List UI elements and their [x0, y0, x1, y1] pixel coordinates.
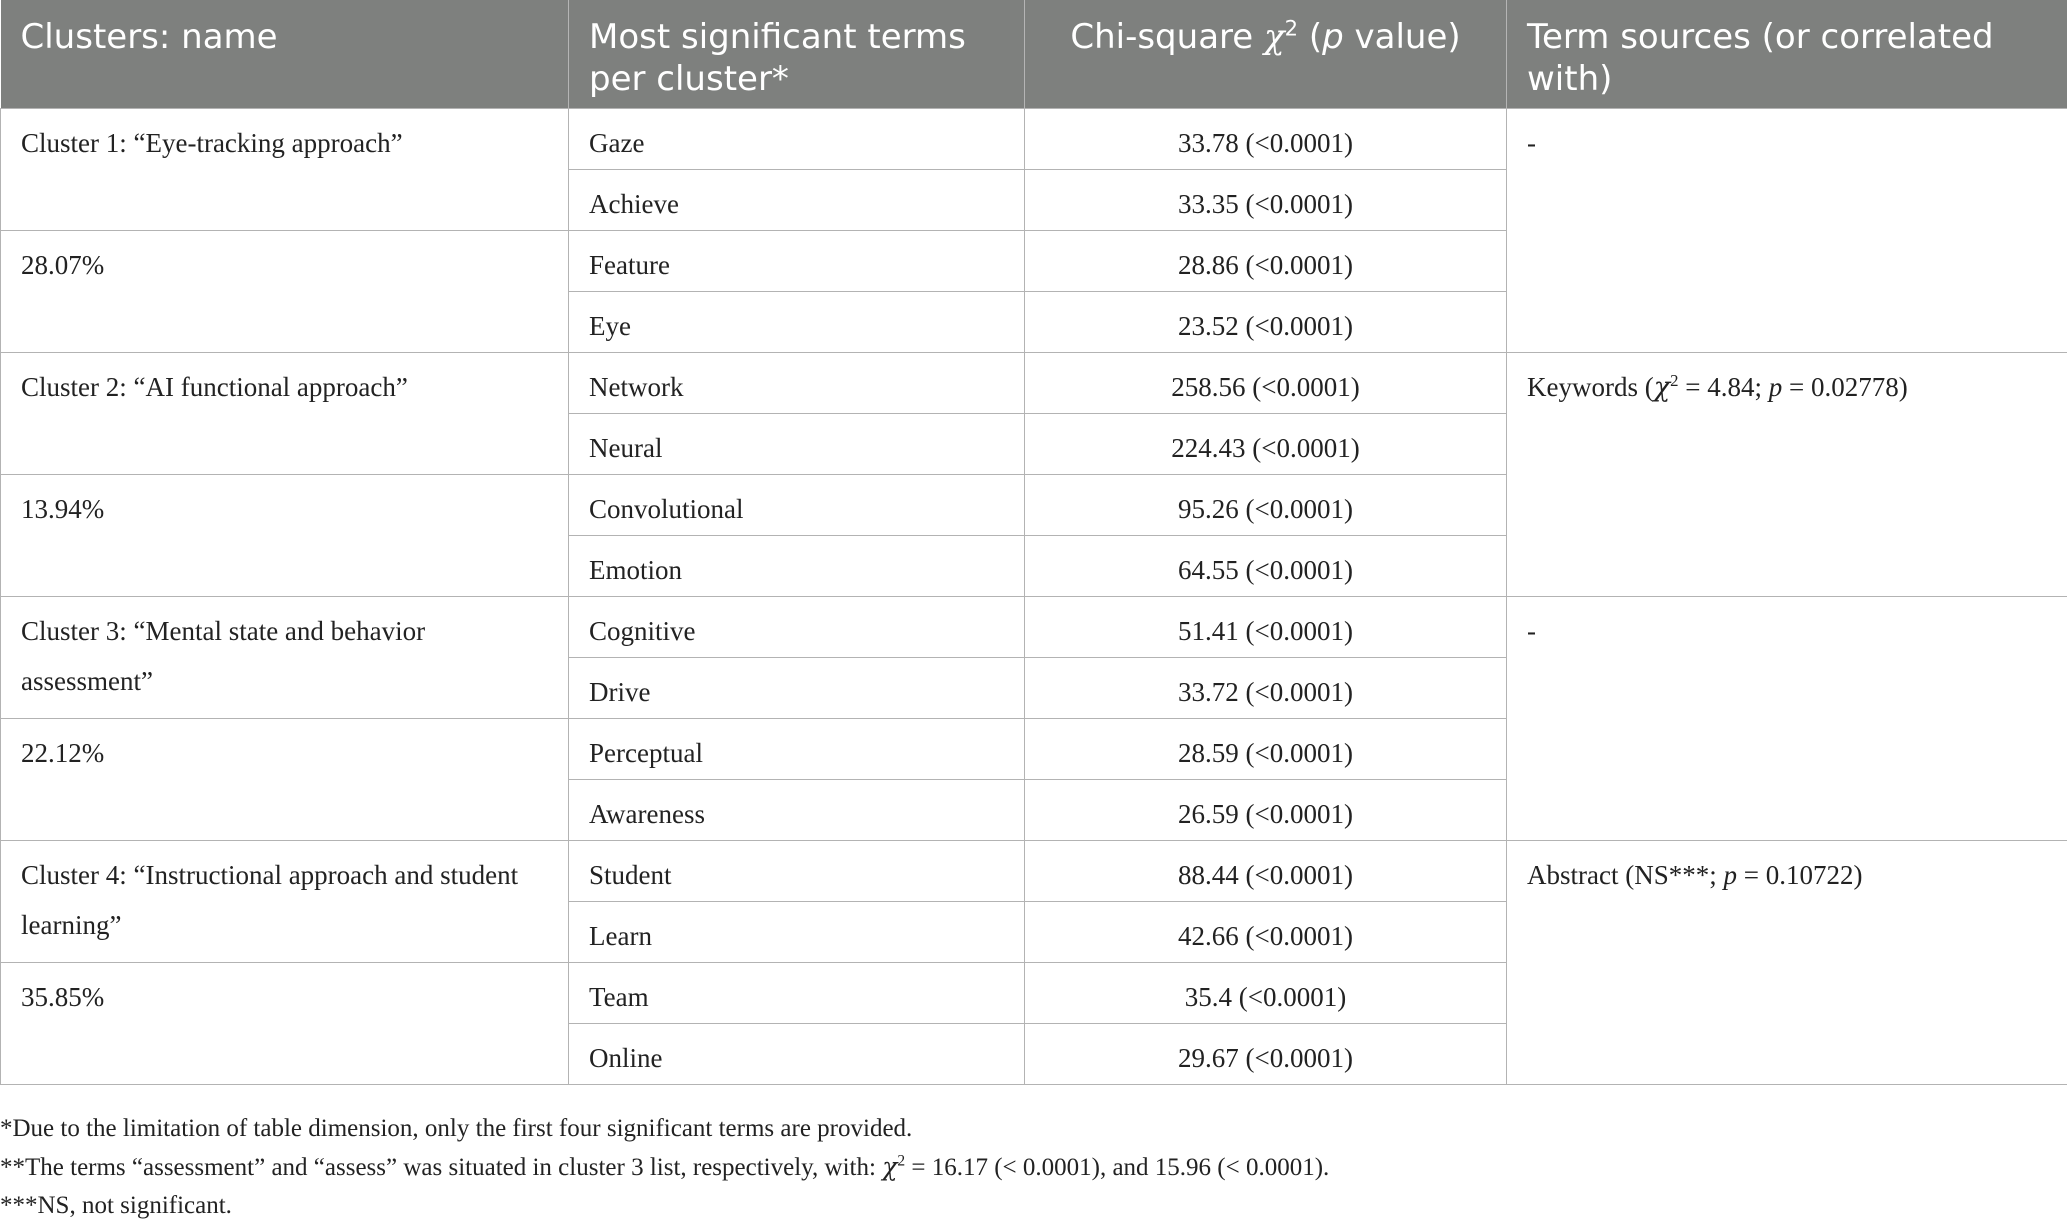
chi-value-cell: 33.72 (<0.0001)	[1025, 658, 1507, 719]
source-chi-sup: 2	[1670, 370, 1679, 390]
chi-value-cell: 28.86 (<0.0001)	[1025, 231, 1507, 292]
footnote-1: *Due to the limitation of table dimension, only the first four significant terms are provided.	[0, 1115, 913, 1142]
table-row	[1, 353, 2067, 414]
source-text-c: = 0.10722)	[1736, 860, 1863, 890]
table-row	[1, 841, 2067, 902]
header-chi-prefix: Chi-square	[1070, 17, 1264, 57]
term-cell: Perceptual	[569, 719, 1025, 780]
cluster-name-cell: Cluster 3: “Mental state and behavior assessment”	[1, 597, 569, 719]
source-text-a: Abstract (NS***;	[1527, 860, 1724, 890]
source-cell: -	[1507, 109, 2067, 353]
source-p-symbol: p	[1723, 860, 1737, 890]
cluster-percent-cell: 13.94%	[1, 475, 569, 597]
term-cell: Gaze	[569, 109, 1025, 170]
source-text-c: = 0.02778)	[1782, 372, 1908, 402]
header-p-symbol: p	[1322, 17, 1344, 57]
footnote-2-text-b: = 16.17 (< 0.0001), and 15.96 (< 0.0001).	[905, 1154, 1330, 1181]
term-cell: Student	[569, 841, 1025, 902]
chi-value-cell: 29.67 (<0.0001)	[1025, 1024, 1507, 1085]
header-chi-sup: 2	[1284, 15, 1299, 41]
term-cell: Learn	[569, 902, 1025, 963]
chi-value-cell: 28.59 (<0.0001)	[1025, 719, 1507, 780]
header-significant-terms: Most significant terms per cluster*	[569, 0, 1025, 109]
term-cell: Team	[569, 963, 1025, 1024]
chi-value-cell: 33.35 (<0.0001)	[1025, 170, 1507, 231]
table-footnotes	[0, 1110, 2067, 1225]
header-chi-symbol: χ	[1263, 17, 1285, 57]
term-cell: Convolutional	[569, 475, 1025, 536]
source-p-symbol: p	[1768, 372, 1783, 402]
header-paren-open: (	[1298, 17, 1323, 57]
chi-value-cell: 64.55 (<0.0001)	[1025, 536, 1507, 597]
cluster-name-cell: Cluster 1: “Eye-tracking approach”	[1, 109, 569, 231]
term-cell: Emotion	[569, 536, 1025, 597]
footnote-2	[0, 1148, 2067, 1187]
footnote-2-chi-sup: 2	[897, 1152, 906, 1170]
term-cell: Eye	[569, 292, 1025, 353]
chi-value-cell: 23.52 (<0.0001)	[1025, 292, 1507, 353]
source-chi-symbol: χ	[1653, 372, 1671, 403]
cluster-percent-cell: 28.07%	[1, 231, 569, 353]
chi-value-cell: 224.43 (<0.0001)	[1025, 414, 1507, 475]
source-text-b: = 4.84;	[1678, 372, 1769, 402]
source-text-a: Keywords (	[1527, 372, 1654, 402]
term-cell: Neural	[569, 414, 1025, 475]
table-row	[1, 109, 2067, 170]
chi-value-cell: 26.59 (<0.0001)	[1025, 780, 1507, 841]
chi-value-cell: 95.26 (<0.0001)	[1025, 475, 1507, 536]
chi-value-cell: 88.44 (<0.0001)	[1025, 841, 1507, 902]
footnote-2-text-a: **The terms “assessment” and “assess” was situated in cluster 3 list, respectively, with:	[0, 1154, 883, 1181]
term-cell: Drive	[569, 658, 1025, 719]
table-header-row	[1, 0, 2067, 109]
source-cell: -	[1507, 597, 2067, 841]
header-chi-suffix: value)	[1343, 17, 1461, 57]
cluster-percent-cell: 22.12%	[1, 719, 569, 841]
cluster-name-cell: Cluster 4: “Instructional approach and student learning”	[1, 841, 569, 963]
source-cell	[1507, 841, 2067, 1085]
chi-value-cell: 42.66 (<0.0001)	[1025, 902, 1507, 963]
footnote-3: ***NS, not significant.	[0, 1192, 232, 1219]
term-cell: Feature	[569, 231, 1025, 292]
term-cell: Achieve	[569, 170, 1025, 231]
term-cell: Cognitive	[569, 597, 1025, 658]
source-cell	[1507, 353, 2067, 597]
term-cell: Online	[569, 1024, 1025, 1085]
header-chi-square	[1025, 0, 1507, 109]
chi-value-cell: 35.4 (<0.0001)	[1025, 963, 1507, 1024]
header-term-sources: Term sources (or correlated with)	[1507, 0, 2067, 109]
chi-value-cell: 33.78 (<0.0001)	[1025, 109, 1507, 170]
table-row	[1, 597, 2067, 658]
chi-value-cell: 51.41 (<0.0001)	[1025, 597, 1507, 658]
term-cell: Network	[569, 353, 1025, 414]
cluster-percent-cell: 35.85%	[1, 963, 569, 1085]
cluster-name-cell: Cluster 2: “AI functional approach”	[1, 353, 569, 475]
footnote-2-chi-symbol: χ	[882, 1152, 898, 1181]
chi-value-cell: 258.56 (<0.0001)	[1025, 353, 1507, 414]
header-cluster-name: Clusters: name	[1, 0, 569, 109]
term-cell: Awareness	[569, 780, 1025, 841]
